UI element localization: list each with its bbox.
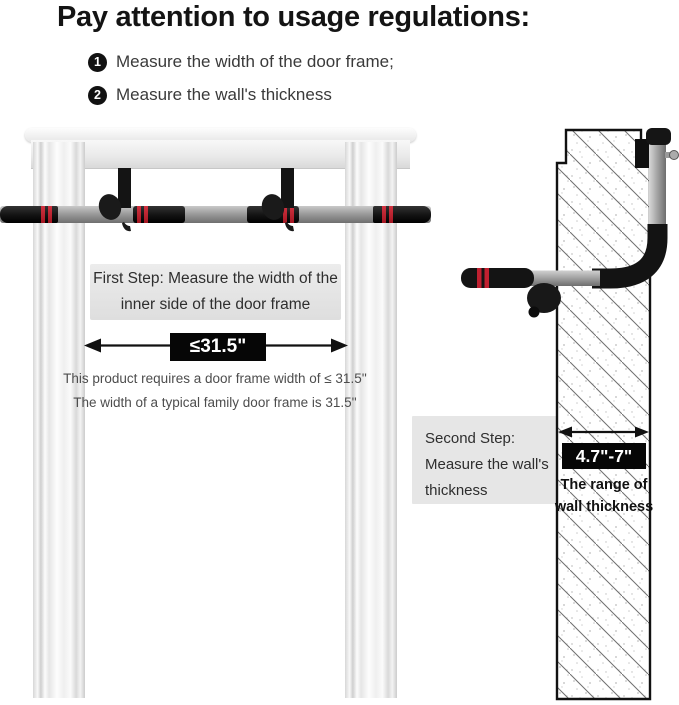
second-step-line1: Second Step:: [425, 430, 516, 447]
instruction-item-2: [88, 85, 332, 105]
thickness-label: 4.7"-7": [575, 446, 633, 466]
side-bar-grip: [461, 268, 534, 288]
first-step-box: [90, 264, 341, 320]
red-ring: [48, 206, 52, 223]
red-ring: [144, 206, 148, 223]
bar-tube: [0, 206, 431, 223]
adjust-screw-knob: [670, 151, 679, 160]
left-hook-icon: [96, 168, 138, 236]
page-title: Pay attention to usage regulations:: [57, 1, 530, 33]
step-1-badge: 1: [88, 53, 107, 72]
wall-cross-section: [414, 128, 679, 702]
first-step-line1: First Step: Measure the width of the: [93, 270, 338, 287]
right-hook-icon: [259, 168, 301, 236]
clamp-bolt: [529, 307, 540, 318]
instruction-item-2-label: Measure the wall's thickness: [116, 85, 332, 104]
pullup-bar: [0, 206, 431, 223]
tube-cap: [646, 128, 671, 145]
instruction-item-1: [88, 52, 394, 72]
door-frame-left-pillar: [33, 142, 85, 698]
red-ring: [382, 206, 386, 223]
first-step-line2: inner side of the door frame: [120, 296, 311, 313]
instruction-item-1-label: Measure the width of the door frame;: [116, 52, 394, 71]
door-width-label: ≤31.5": [170, 333, 266, 361]
side-red-ring: [477, 268, 482, 288]
width-note-line1: This product requires a door frame width of ≤ 31.5'': [63, 371, 367, 386]
thickness-caption-line2: wall thickness: [554, 499, 654, 515]
second-step-line3: thickness: [425, 482, 488, 499]
second-step-line2: Measure the wall's: [425, 456, 549, 473]
side-bar-tube: [526, 271, 600, 287]
red-ring: [389, 206, 393, 223]
width-notes: [45, 367, 385, 415]
thickness-caption-line1: The range of: [560, 477, 648, 493]
step-2-badge: 2: [88, 86, 107, 105]
width-note-line2: The width of a typical family door frame is 31.5'': [73, 395, 357, 410]
red-ring: [41, 206, 45, 223]
side-red-ring: [485, 268, 490, 288]
door-frame-right-pillar: [345, 142, 397, 698]
wall-shape: [557, 130, 650, 699]
